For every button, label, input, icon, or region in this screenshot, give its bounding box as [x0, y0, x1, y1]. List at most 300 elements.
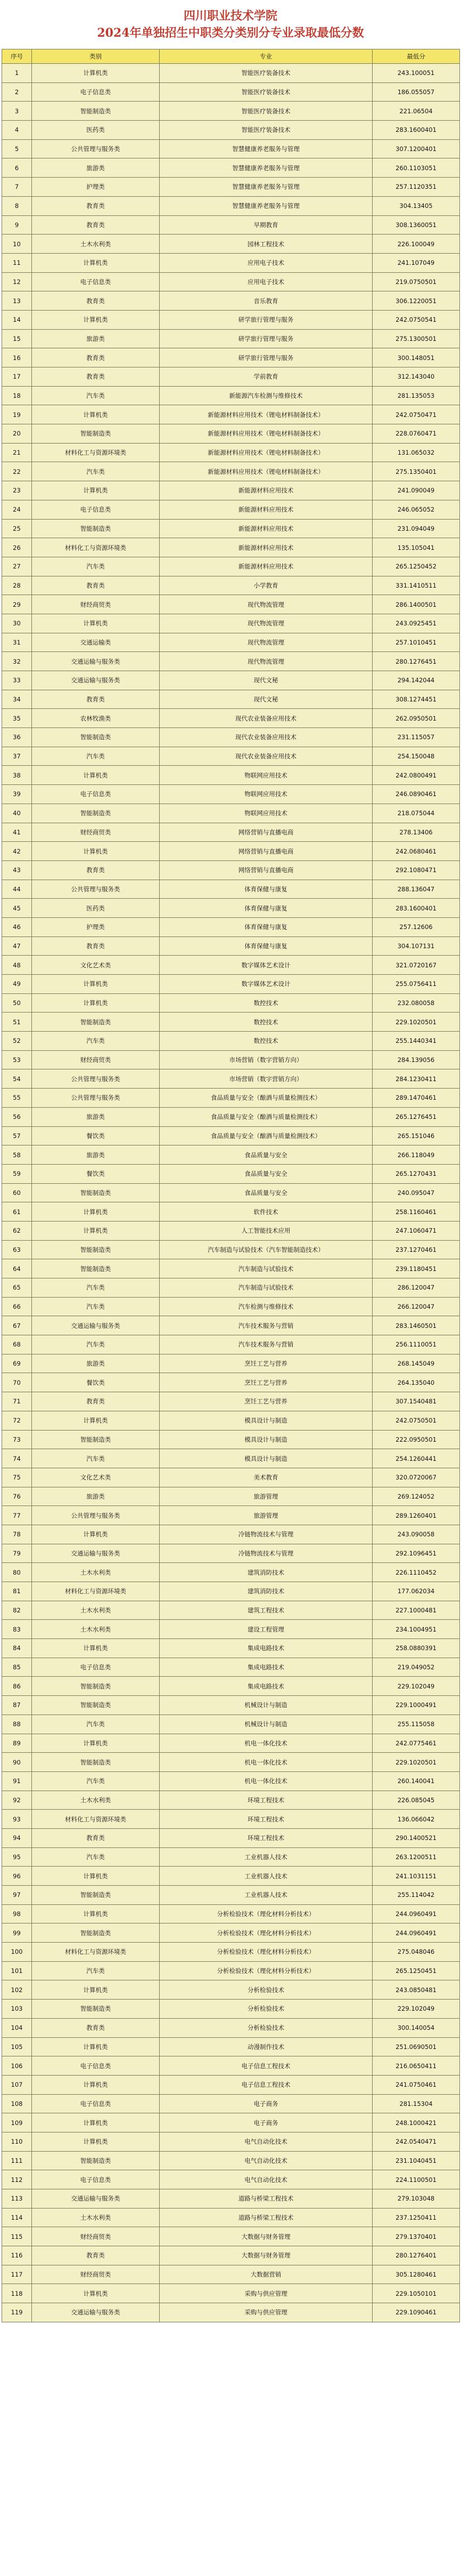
cell-major: 模具设计与制造: [160, 1411, 373, 1430]
cell-category: 公共管理与服务类: [32, 1069, 160, 1089]
table-row: [2, 1183, 460, 1202]
table-row: [2, 2056, 460, 2076]
cell-index: 117: [2, 2265, 32, 2284]
cell-index: 62: [2, 1221, 32, 1240]
cell-min-score: 226.1110452: [373, 1563, 460, 1582]
cell-major: 大数据与财务管理: [160, 2246, 373, 2265]
cell-major: 物联网应用技术: [160, 766, 373, 785]
cell-index: 92: [2, 1791, 32, 1810]
cell-category: 交通运输与服务类: [32, 2189, 160, 2209]
table-row: [2, 1810, 460, 1829]
cell-min-score: 231.1040451: [373, 2151, 460, 2170]
cell-index: 90: [2, 1753, 32, 1772]
cell-major: 新能源材料应用技术: [160, 557, 373, 576]
cell-category: 智能制造类: [32, 1696, 160, 1715]
cell-min-score: 257.12606: [373, 917, 460, 936]
cell-category: 财经商贸类: [32, 2265, 160, 2284]
cell-min-score: 306.1220051: [373, 291, 460, 311]
cell-index: 56: [2, 1107, 32, 1126]
cell-major: 新能源材料应用技术（锂电材料制备技术）: [160, 443, 373, 462]
cell-min-score: 258.1160461: [373, 1202, 460, 1222]
cell-index: 73: [2, 1430, 32, 1449]
cell-major: 早期教育: [160, 215, 373, 235]
cell-index: 118: [2, 2284, 32, 2303]
cell-category: 计算机类: [32, 2132, 160, 2151]
cell-min-score: 241.1031151: [373, 1867, 460, 1886]
cell-category: 教育类: [32, 576, 160, 595]
cell-major: 体育保健与康复: [160, 899, 373, 918]
cell-major: 机械设计与制造: [160, 1714, 373, 1734]
title-block: [2, 0, 459, 49]
cell-major: 工业机器人技术: [160, 1867, 373, 1886]
cell-major: 物联网应用技术: [160, 804, 373, 823]
cell-index: 79: [2, 1544, 32, 1563]
cell-index: 14: [2, 310, 32, 329]
cell-category: 农林牧渔类: [32, 709, 160, 728]
cell-index: 66: [2, 1297, 32, 1316]
cell-major: 现代农业装备应用技术: [160, 728, 373, 747]
cell-major: 食品质量与安全: [160, 1183, 373, 1202]
table-row: [2, 196, 460, 215]
cell-min-score: 300.148051: [373, 348, 460, 367]
cell-min-score: 218.075044: [373, 804, 460, 823]
cell-min-score: 239.1180451: [373, 1259, 460, 1278]
table-row: [2, 823, 460, 842]
cell-min-score: 243.0925451: [373, 614, 460, 633]
cell-category: 智能制造类: [32, 519, 160, 538]
table-row: [2, 2132, 460, 2151]
cell-min-score: 242.0540471: [373, 2132, 460, 2151]
table-row: [2, 367, 460, 387]
table-row: [2, 2208, 460, 2227]
cell-category: 计算机类: [32, 2284, 160, 2303]
cell-major: 市场营销（数字营销方向）: [160, 1069, 373, 1089]
cell-index: 1: [2, 64, 32, 83]
cell-min-score: 251.0690501: [373, 2037, 460, 2056]
cell-category: 公共管理与服务类: [32, 1506, 160, 1525]
cell-category: 汽车类: [32, 462, 160, 481]
cell-category: 电子信息类: [32, 272, 160, 291]
table-row: [2, 291, 460, 311]
page: [2, 0, 459, 2322]
cell-min-score: 240.095047: [373, 1183, 460, 1202]
cell-category: 教育类: [32, 196, 160, 215]
cell-index: 68: [2, 1335, 32, 1354]
cell-index: 11: [2, 253, 32, 272]
cell-index: 23: [2, 481, 32, 500]
cell-min-score: 224.1100501: [373, 2170, 460, 2189]
cell-major: 建设工程管理: [160, 1620, 373, 1639]
cell-major: 新能源材料应用技术: [160, 538, 373, 557]
cell-index: 13: [2, 291, 32, 311]
cell-major: 分析检验技术（理化材料分析技术）: [160, 1923, 373, 1943]
cell-category: 教育类: [32, 348, 160, 367]
cell-category: 智能制造类: [32, 1677, 160, 1696]
cell-index: 99: [2, 1923, 32, 1943]
cell-major: 电子信息工程技术: [160, 2056, 373, 2076]
cell-min-score: 244.0960491: [373, 1904, 460, 1923]
cell-index: 28: [2, 576, 32, 595]
cell-index: 58: [2, 1145, 32, 1165]
cell-min-score: 278.13406: [373, 823, 460, 842]
cell-category: 计算机类: [32, 2075, 160, 2094]
cell-major: 分析检验技术: [160, 2000, 373, 2019]
cell-min-score: 177.062034: [373, 1582, 460, 1601]
cell-major: 烹饪工艺与营养: [160, 1354, 373, 1373]
cell-major: 美术教育: [160, 1468, 373, 1487]
cell-category: 计算机类: [32, 1867, 160, 1886]
cell-index: 63: [2, 1240, 32, 1259]
cell-index: 115: [2, 2227, 32, 2246]
cell-min-score: 275.1300501: [373, 329, 460, 348]
cell-category: 交通运输与服务类: [32, 671, 160, 690]
cell-major: 机械设计与制造: [160, 1696, 373, 1715]
cell-min-score: 265.1250452: [373, 557, 460, 576]
table-row: [2, 1354, 460, 1373]
cell-category: 文化艺术类: [32, 956, 160, 975]
cell-index: 97: [2, 1886, 32, 1905]
cell-index: 40: [2, 804, 32, 823]
cell-min-score: 265.1276451: [373, 1107, 460, 1126]
cell-category: 教育类: [32, 291, 160, 311]
cell-major: 汽车制造与试验技术: [160, 1278, 373, 1298]
cell-major: 模具设计与制造: [160, 1449, 373, 1468]
cell-min-score: 248.1000421: [373, 2113, 460, 2132]
table-row: [2, 1639, 460, 1658]
cell-min-score: 244.0960491: [373, 1923, 460, 1943]
cell-major: 工业机器人技术: [160, 1847, 373, 1867]
cell-min-score: 289.1470461: [373, 1089, 460, 1108]
cell-category: 智能制造类: [32, 728, 160, 747]
cell-category: 智能制造类: [32, 102, 160, 121]
cell-category: 财经商贸类: [32, 1050, 160, 1069]
cell-index: 102: [2, 1980, 32, 2000]
cell-min-score: 281.15304: [373, 2094, 460, 2113]
cell-index: 69: [2, 1354, 32, 1373]
cell-category: 医药类: [32, 121, 160, 140]
cell-major: 大数据营销: [160, 2265, 373, 2284]
cell-category: 土木水利类: [32, 1620, 160, 1639]
cell-major: 集成电路技术: [160, 1658, 373, 1677]
cell-category: 汽车类: [32, 1847, 160, 1867]
cell-min-score: 229.1000491: [373, 1696, 460, 1715]
table-row: [2, 766, 460, 785]
cell-min-score: 286.120047: [373, 1278, 460, 1298]
cell-category: 电子信息类: [32, 2056, 160, 2076]
cell-index: 119: [2, 2303, 32, 2322]
table-row: [2, 443, 460, 462]
cell-category: 计算机类: [32, 2037, 160, 2056]
cell-category: 电子信息类: [32, 500, 160, 519]
cell-min-score: 283.1460501: [373, 1316, 460, 1335]
cell-category: 交通运输与服务类: [32, 652, 160, 671]
cell-major: 市场营销（数字营销方向）: [160, 1050, 373, 1069]
cell-min-score: 242.0750541: [373, 310, 460, 329]
table-row: [2, 139, 460, 158]
cell-index: 80: [2, 1563, 32, 1582]
cell-index: 95: [2, 1847, 32, 1867]
table-row: [2, 1013, 460, 1032]
cell-min-score: 312.143040: [373, 367, 460, 387]
cell-index: 51: [2, 1013, 32, 1032]
cell-index: 103: [2, 2000, 32, 2019]
cell-index: 70: [2, 1373, 32, 1392]
cell-major: 食品质量与安全（酿酒与质量检测技术）: [160, 1089, 373, 1108]
cell-min-score: 307.1200401: [373, 139, 460, 158]
cell-category: 旅游类: [32, 329, 160, 348]
table-row: [2, 1753, 460, 1772]
cell-index: 22: [2, 462, 32, 481]
cell-major: 数字媒体艺术设计: [160, 956, 373, 975]
cell-category: 计算机类: [32, 842, 160, 861]
cell-index: 85: [2, 1658, 32, 1677]
cell-major: 网络营销与直播电商: [160, 860, 373, 880]
cell-min-score: 246.065052: [373, 500, 460, 519]
cell-index: 84: [2, 1639, 32, 1658]
cell-index: 101: [2, 1961, 32, 1980]
cell-min-score: 241.107049: [373, 253, 460, 272]
cell-major: 汽车技术服务与营销: [160, 1316, 373, 1335]
table-row: [2, 785, 460, 804]
cell-min-score: 257.1120351: [373, 178, 460, 197]
table-row: [2, 576, 460, 595]
cell-category: 智能制造类: [32, 1259, 160, 1278]
table-row: [2, 1828, 460, 1847]
cell-index: 105: [2, 2037, 32, 2056]
cell-min-score: 320.0720067: [373, 1468, 460, 1487]
cell-min-score: 292.1080471: [373, 860, 460, 880]
cell-category: 智能制造类: [32, 1430, 160, 1449]
table-row: [2, 102, 460, 121]
cell-category: 教育类: [32, 1828, 160, 1847]
table-row: [2, 709, 460, 728]
cell-category: 计算机类: [32, 1639, 160, 1658]
cell-min-score: 260.1103051: [373, 158, 460, 178]
table-row: [2, 975, 460, 994]
table-row: [2, 2151, 460, 2170]
cell-major: 智能医疗装备技术: [160, 102, 373, 121]
cell-category: 汽车类: [32, 1771, 160, 1791]
cell-min-score: 258.0880391: [373, 1639, 460, 1658]
table-row: [2, 462, 460, 481]
cell-index: 82: [2, 1601, 32, 1620]
cell-category: 旅游类: [32, 1354, 160, 1373]
table-row: [2, 1278, 460, 1298]
cell-category: 财经商贸类: [32, 595, 160, 614]
cell-category: 智能制造类: [32, 424, 160, 444]
cell-major: 智慧健康养老服务与管理: [160, 196, 373, 215]
cell-min-score: 331.1410511: [373, 576, 460, 595]
cell-index: 3: [2, 102, 32, 121]
cell-major: 园林工程技术: [160, 235, 373, 254]
cell-min-score: 231.115057: [373, 728, 460, 747]
cell-index: 60: [2, 1183, 32, 1202]
cell-category: 电子信息类: [32, 2170, 160, 2189]
cell-min-score: 232.080058: [373, 993, 460, 1013]
cell-index: 89: [2, 1734, 32, 1753]
cell-index: 88: [2, 1714, 32, 1734]
table-row: [2, 1867, 460, 1886]
cell-index: 113: [2, 2189, 32, 2209]
table-row: [2, 1240, 460, 1259]
cell-index: 57: [2, 1126, 32, 1145]
table-row: [2, 2113, 460, 2132]
cell-category: 电子信息类: [32, 1658, 160, 1677]
cell-min-score: 268.145049: [373, 1354, 460, 1373]
table-row: [2, 519, 460, 538]
cell-category: 材料化工与资源环境类: [32, 1810, 160, 1829]
cell-category: 护理类: [32, 917, 160, 936]
cell-min-score: 242.0750501: [373, 1411, 460, 1430]
table-row: [2, 1961, 460, 1980]
cell-min-score: 283.1600401: [373, 121, 460, 140]
table-row: [2, 1297, 460, 1316]
cell-major: 道路与桥梁工程技术: [160, 2189, 373, 2209]
cell-category: 电子信息类: [32, 785, 160, 804]
cell-major: 动漫制作技术: [160, 2037, 373, 2056]
cell-category: 汽车类: [32, 1449, 160, 1468]
cell-min-score: 275.1350401: [373, 462, 460, 481]
table-row: [2, 348, 460, 367]
cell-major: 数字媒体艺术设计: [160, 975, 373, 994]
cell-major: 食品质量与安全: [160, 1164, 373, 1183]
cell-major: 新能源材料应用技术: [160, 519, 373, 538]
cell-category: 汽车类: [32, 1335, 160, 1354]
cell-major: 冷链物流技术与管理: [160, 1544, 373, 1563]
table-row: [2, 899, 460, 918]
cell-major: 集成电路技术: [160, 1639, 373, 1658]
cell-major: 体育保健与康复: [160, 917, 373, 936]
cell-category: 土木水利类: [32, 1563, 160, 1582]
cell-min-score: 229.102049: [373, 2000, 460, 2019]
table-row: [2, 1923, 460, 1943]
cell-index: 25: [2, 519, 32, 538]
cell-category: 交通运输与服务类: [32, 1544, 160, 1563]
cell-index: 110: [2, 2132, 32, 2151]
cell-min-score: 254.1260441: [373, 1449, 460, 1468]
table-row: [2, 1373, 460, 1392]
cell-major: 采购与供应管理: [160, 2303, 373, 2322]
page-title-subject: 2024年单独招生中职类分类别分专业录取最低分数: [97, 26, 364, 40]
cell-category: 汽车类: [32, 747, 160, 766]
cell-index: 98: [2, 1904, 32, 1923]
cell-category: 教育类: [32, 860, 160, 880]
cell-major: 体育保健与康复: [160, 936, 373, 956]
cell-category: 公共管理与服务类: [32, 139, 160, 158]
cell-major: 食品质量与安全（酿酒与质量检测技术）: [160, 1107, 373, 1126]
table-row: [2, 121, 460, 140]
header-row: [2, 49, 460, 64]
table-row: [2, 2284, 460, 2303]
cell-min-score: 241.090049: [373, 481, 460, 500]
cell-category: 智能制造类: [32, 1923, 160, 1943]
cell-min-score: 300.140054: [373, 2018, 460, 2037]
cell-index: 42: [2, 842, 32, 861]
cell-category: 计算机类: [32, 1734, 160, 1753]
table-row: [2, 424, 460, 444]
cell-category: 医药类: [32, 899, 160, 918]
cell-major: 现代物流管理: [160, 633, 373, 652]
cell-category: 汽车类: [32, 1714, 160, 1734]
table-row: [2, 1601, 460, 1620]
table-row: [2, 1032, 460, 1051]
cell-category: 智能制造类: [32, 2000, 160, 2019]
cell-index: 10: [2, 235, 32, 254]
table-row: [2, 1259, 460, 1278]
header-category: 类别: [32, 49, 160, 64]
table-row: [2, 64, 460, 83]
cell-min-score: 229.1090461: [373, 2303, 460, 2322]
cell-index: 35: [2, 709, 32, 728]
cell-index: 91: [2, 1771, 32, 1791]
cell-major: 旅游管理: [160, 1487, 373, 1506]
cell-category: 交通运输与服务类: [32, 1316, 160, 1335]
cell-min-score: 280.1276401: [373, 2246, 460, 2265]
cell-major: 智慧健康养老服务与管理: [160, 158, 373, 178]
cell-category: 汽车类: [32, 557, 160, 576]
cell-index: 54: [2, 1069, 32, 1089]
cell-min-score: 221.06504: [373, 102, 460, 121]
table-row: [2, 1696, 460, 1715]
table-row: [2, 917, 460, 936]
cell-min-score: 216.0650411: [373, 2056, 460, 2076]
table-row: [2, 538, 460, 557]
table-row: [2, 1050, 460, 1069]
cell-major: 建筑工程技术: [160, 1601, 373, 1620]
cell-major: 网络营销与直播电商: [160, 842, 373, 861]
table-row: [2, 1904, 460, 1923]
table-row: [2, 386, 460, 405]
cell-category: 教育类: [32, 690, 160, 709]
cell-major: 智能医疗装备技术: [160, 121, 373, 140]
cell-min-score: 321.0720167: [373, 956, 460, 975]
table-row: [2, 1980, 460, 2000]
cell-index: 19: [2, 405, 32, 424]
cell-index: 31: [2, 633, 32, 652]
cell-major: 冷链物流技术与管理: [160, 1525, 373, 1544]
cell-major: 电气自动化技术: [160, 2151, 373, 2170]
cell-major: 食品质量与安全: [160, 1145, 373, 1165]
table-row: [2, 1202, 460, 1222]
cell-major: 旅游管理: [160, 1506, 373, 1525]
cell-min-score: 294.142044: [373, 671, 460, 690]
cell-major: 电子商务: [160, 2113, 373, 2132]
table-row: [2, 1658, 460, 1677]
cell-index: 78: [2, 1525, 32, 1544]
cell-index: 112: [2, 2170, 32, 2189]
table-row: [2, 82, 460, 102]
cell-min-score: 286.1400501: [373, 595, 460, 614]
cell-index: 50: [2, 993, 32, 1013]
cell-min-score: 283.1600401: [373, 899, 460, 918]
table-row: [2, 1791, 460, 1810]
cell-major: 软件技术: [160, 1202, 373, 1222]
cell-min-score: 284.139056: [373, 1050, 460, 1069]
cell-index: 44: [2, 880, 32, 899]
cell-index: 33: [2, 671, 32, 690]
cell-major: 新能源材料应用技术（锂电材料制备技术）: [160, 424, 373, 444]
table-row: [2, 1771, 460, 1791]
cell-min-score: 304.107131: [373, 936, 460, 956]
cell-min-score: 280.1276451: [373, 652, 460, 671]
cell-index: 77: [2, 1506, 32, 1525]
cell-index: 74: [2, 1449, 32, 1468]
cell-index: 17: [2, 367, 32, 387]
cell-index: 16: [2, 348, 32, 367]
cell-min-score: 242.0775461: [373, 1734, 460, 1753]
cell-major: 研学旅行管理与服务: [160, 310, 373, 329]
cell-min-score: 234.1004951: [373, 1620, 460, 1639]
